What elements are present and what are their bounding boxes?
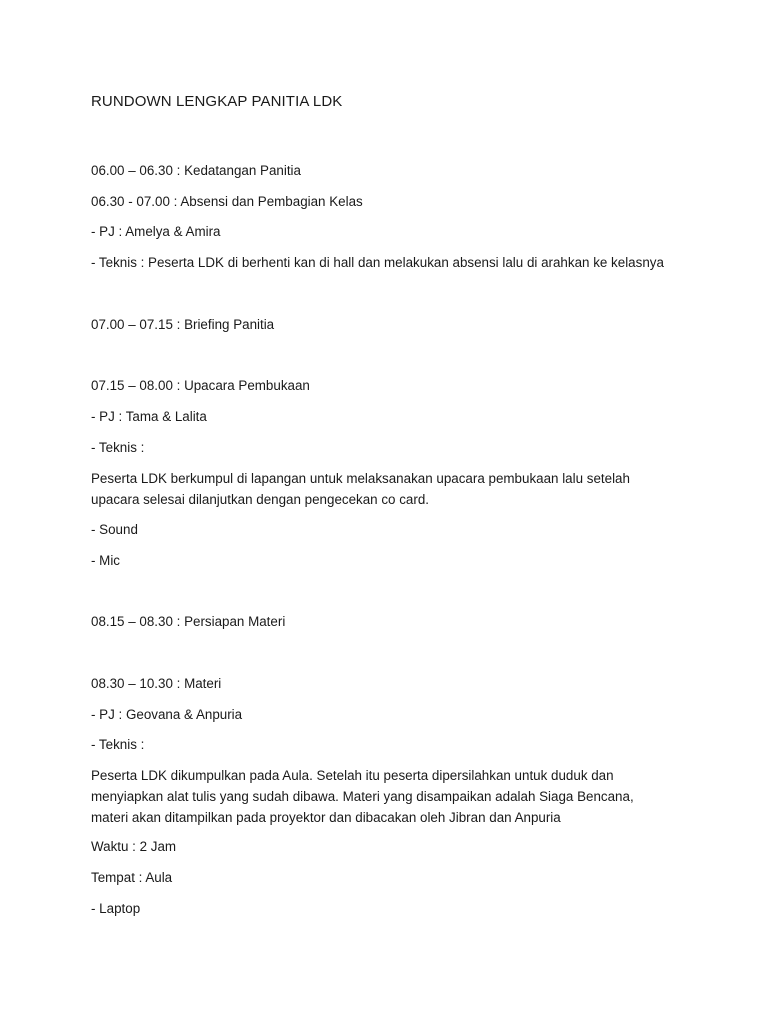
- schedule-absensi: 06.30 - 07.00 : Absensi dan Pembagian Kelas: [91, 194, 363, 209]
- equipment-laptop: - Laptop: [91, 901, 141, 916]
- pj-upacara: - PJ : Tama & Lalita: [91, 409, 207, 424]
- pj-absensi: - PJ : Amelya & Amira: [91, 224, 221, 239]
- schedule-upacara-pembukaan: 07.15 – 08.00 : Upacara Pembukaan: [91, 378, 310, 393]
- teknis-upacara-description: Peserta LDK berkumpul di lapangan untuk melaksanakan upacara pembukaan lalu setelah upacara selesai dilanjutkan dengan pengecekan co card.: [91, 471, 630, 507]
- tempat-materi: Tempat : Aula: [91, 870, 173, 885]
- document-title: RUNDOWN LENGKAP PANITIA LDK: [91, 93, 343, 110]
- schedule-kedatangan-panitia: 06.00 – 06.30 : Kedatangan Panitia: [91, 163, 301, 178]
- pj-materi: - PJ : Geovana & Anpuria: [91, 707, 243, 722]
- equipment-sound: - Sound: [91, 522, 138, 537]
- schedule-materi: 08.30 – 10.30 : Materi: [91, 676, 222, 691]
- teknis-absensi: - Teknis : Peserta LDK di berhenti kan di hall dan melakukan absensi lalu di arahkan ke kelasnya: [91, 255, 664, 270]
- schedule-briefing-panitia: 07.00 – 07.15 : Briefing Panitia: [91, 317, 275, 332]
- schedule-persiapan-materi: 08.15 – 08.30 : Persiapan Materi: [91, 614, 286, 629]
- waktu-materi: Waktu : 2 Jam: [91, 839, 177, 854]
- equipment-mic: - Mic: [91, 553, 121, 568]
- teknis-materi-description: Peserta LDK dikumpulkan pada Aula. Setelah itu peserta dipersilahkan untuk duduk dan menyiapkan alat tulis yang sudah dibawa. Materi yang disampaikan adalah Siaga Bencana, materi akan ditampilkan pada proyektor dan dibacakan oleh Jibran dan Anpuria: [91, 768, 634, 825]
- teknis-materi-label: - Teknis :: [91, 737, 145, 752]
- teknis-upacara-label: - Teknis :: [91, 440, 145, 455]
